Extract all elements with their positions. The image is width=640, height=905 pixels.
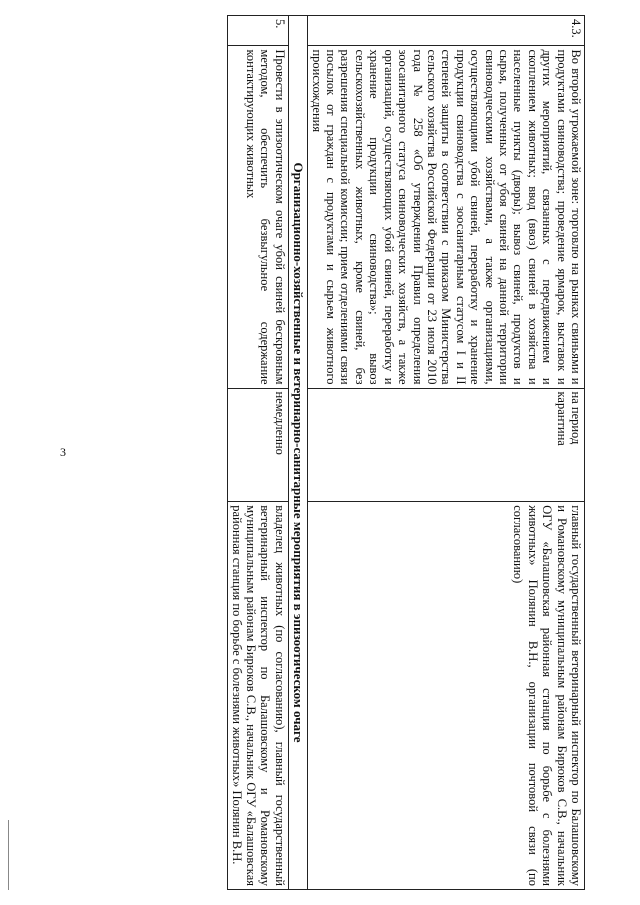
term-cell: немедленно <box>228 388 289 502</box>
rotated-table-container <box>93 15 585 890</box>
responsible-cell: главный государственный ветеринарный инспектор по Балашовскому и Романовскому муниципальным районам Бирюков С.В., начальник ОГУ «Балашовская районная станция по борьбе с болезнями животных» Полянин В.Н., организации почтовой связи (по согласованию) <box>308 502 585 890</box>
table-row <box>228 16 289 890</box>
action-cell: Во второй угрожаемой зоне: торговлю на рынках свиньями и продуктами свиноводства; проведение ярмарок, выставок и других мероприятий, связанных с передвижением и скоплением животных; ввод (ввоз) свиней в хозяйства и населенные пункты (дворы); вывоз свиней, продуктов и сырья, полученных от убоя свиней на данной территории свиноводческими хозяйствами, а также организациями, осуществляющими убой свиней, переработку и хранение продукции свиноводства с зоосанитарным статусом I и II степеней защиты в соответствии с приказом Министерства сельского хозяйства Российской Федерации от 23 июля 2010 года № 258 «Об утверждении Правил определения зоосанитарного статуса свиноводческих хозяйств, а также организаций, осуществляющих убой свиней, переработку и хранение продукции свиноводства»; вывоз сельскохозяйственных животных, кроме свиней, без разрешения специальной комиссии; прием отделениями связи посылок от граждан с продуктами и сырьем животного происхождения <box>308 46 585 388</box>
table-row <box>308 16 585 890</box>
term-cell: на период карантина <box>308 388 585 502</box>
row-number: 4.3. <box>308 16 585 46</box>
section-title: Организационно-хозяйственные и ветеринарно-санитарные мероприятия в эпизоотическом очаге <box>288 16 307 890</box>
page-number: 3 <box>60 445 66 459</box>
measures-table <box>227 15 585 890</box>
action-cell: Провести в эпизоотическом очаге убой свиней бескровным методом, обеспечить безвыгульное содержание контактирующих животных <box>228 46 289 388</box>
section-header-row <box>288 16 307 890</box>
row-number: 5. <box>228 16 289 46</box>
scan-edge-mark <box>8 820 9 890</box>
responsible-cell: владелец животных (по согласованию), главный государственный ветеринарный инспектор по Балашовскому и Романовскому муниципальным районам Бирюков С.В., начальник ОГУ «Балашовская районная станция по борьбе с болезнями животных» Полянин В.Н. <box>228 502 289 890</box>
